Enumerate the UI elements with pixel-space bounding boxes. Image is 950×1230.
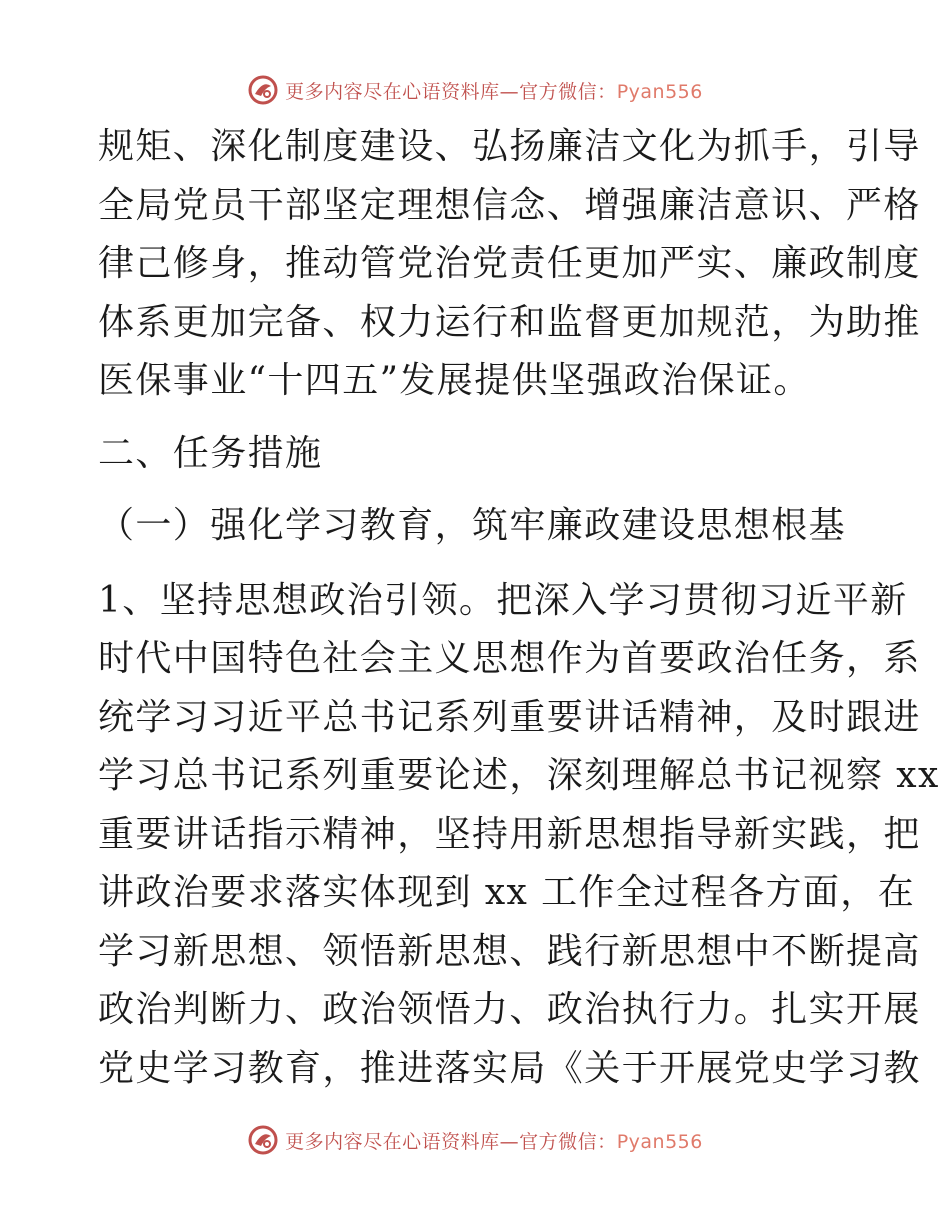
watermark-wechat-id: Pyan556 — [616, 80, 703, 103]
text-line: 统学习习近平总书记系列重要讲话精神，及时跟进 — [98, 696, 921, 738]
library-logo-icon — [247, 74, 279, 106]
text-line: 全局党员干部坚定理想信念、增强廉洁意识、严格 — [98, 184, 921, 226]
text-line: 规矩、深化制度建设、弘扬廉洁文化为抓手，引导 — [98, 126, 921, 167]
watermark-text — [285, 77, 703, 104]
text-line: 学习新思想、领悟新思想、践行新思想中不断提高 — [98, 930, 921, 972]
text-line: 医保事业“十四五”发展提供坚强政治保证。 — [98, 360, 811, 401]
text-line: 党史学习教育，推进落实局《关于开展党史学习教 — [98, 1047, 921, 1089]
text-line: 1、坚持思想政治引领。把深入学习贯彻习近平新 — [98, 579, 908, 621]
watermark-wechat-id: Pyan556 — [616, 1130, 703, 1153]
header-watermark — [0, 72, 950, 108]
text-line: 律己修身，推动管党治党责任更加严实、廉政制度 — [98, 243, 921, 284]
text-line: 时代中国特色社会主义思想作为首要政治任务，系 — [98, 638, 921, 679]
subsection-heading: （一）强化学习教育，筑牢廉政建设思想根基 — [98, 505, 847, 546]
footer-watermark — [0, 1122, 950, 1158]
watermark-official: 官方微信： — [519, 1130, 617, 1153]
intro-paragraph — [98, 118, 921, 411]
watermark-brand: 更多内容尽在心语资料库 — [285, 1130, 500, 1153]
watermark-separator: — — [499, 80, 520, 103]
item1-paragraph — [98, 572, 940, 1099]
text-line: 重要讲话指示精神，坚持用新思想指导新实践，把 — [98, 813, 921, 855]
watermark-brand: 更多内容尽在心语资料库 — [285, 80, 500, 103]
text-line: 讲政治要求落实体现到 xx 工作全过程各方面，在 — [98, 872, 916, 913]
text-line: 学习总书记系列重要论述，深刻理解总书记视察 xx — [98, 755, 940, 796]
section-heading: 二、任务措施 — [98, 432, 323, 474]
text-line: 体系更加完备、权力运行和监督更加规范，为助推 — [98, 301, 921, 343]
watermark-official: 官方微信： — [519, 80, 617, 103]
watermark-separator: — — [499, 1130, 520, 1153]
library-logo-icon — [247, 1124, 279, 1156]
text-line: 政治判断力、政治领悟力、政治执行力。扎实开展 — [98, 989, 921, 1030]
watermark-text — [285, 1127, 703, 1154]
document-body — [98, 118, 940, 1098]
